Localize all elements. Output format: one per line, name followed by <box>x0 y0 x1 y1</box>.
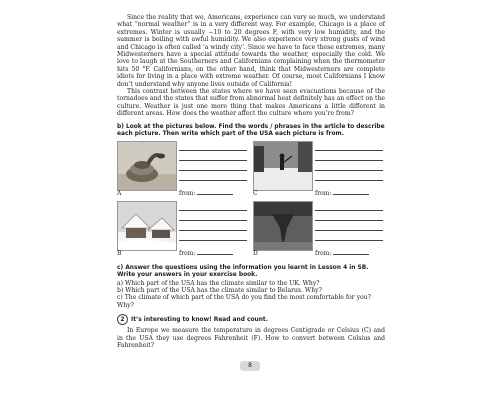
snow-street-photo <box>253 141 313 191</box>
section-title: It’s interesting to know! Read and count. <box>131 317 268 324</box>
article-paragraph-1: Since the reality that we, Americans, experience can vary so much, we understand what “normal weather” is in a very different way. For example, Chicago is a place of extremes. Winter is usually −10 to 20 degrees F, with very low humidity, and the summer is boiling with awful humidity. We also experience very strong gusts of wind and Chicago is often called ‘a windy city’. Since we have to face these extremes, many Midwesterners have a special attitude towards the weather, especially the cold. We love to laugh at the Southerners and Californians complaining when the thermometer hits 50 °F. Californians, on the other hand, think that Midwesterners are complete idiots for living in a place with extreme weather. Of course, most Californians I know don’t understand why anyone lives outside of California! <box>117 14 385 88</box>
from-field <box>179 249 233 257</box>
answer-line[interactable] <box>315 231 383 241</box>
answer-lines <box>315 201 383 241</box>
answer-line[interactable] <box>179 151 247 161</box>
question-b: b) Which part of the USA has the climate similar to Belarus. Why? <box>117 286 322 294</box>
picture-label: D <box>253 250 258 258</box>
task-c-instruction: c) Answer the questions using the information you learnt in Lesson 4 in SB. Write your answers in your exercise book. <box>117 265 369 279</box>
answer-line[interactable] <box>179 201 247 211</box>
from-blank[interactable] <box>197 249 233 255</box>
answer-line[interactable] <box>315 171 383 181</box>
tornado-photo <box>253 201 313 251</box>
answer-lines <box>315 141 383 181</box>
answer-line[interactable] <box>315 221 383 231</box>
answer-line[interactable] <box>179 141 247 151</box>
answer-line[interactable] <box>315 141 383 151</box>
answer-line[interactable] <box>179 211 247 221</box>
picture-label: B <box>117 250 122 258</box>
from-label: from: <box>315 250 332 258</box>
answer-line[interactable] <box>179 161 247 171</box>
picture-cell-c <box>253 141 385 198</box>
answer-lines <box>179 201 247 241</box>
answer-line[interactable] <box>179 221 247 231</box>
question-c: c) The climate of which part of the USA do you find the most comfortable for you? Why? <box>117 294 371 309</box>
answer-line[interactable] <box>315 201 383 211</box>
answer-line[interactable] <box>179 171 247 181</box>
from-label: from: <box>315 190 332 198</box>
answer-line[interactable] <box>315 161 383 171</box>
page-number: 8 <box>240 361 260 371</box>
picture-cell-a <box>117 141 249 198</box>
picture-cell-b <box>117 201 249 258</box>
picture-label: A <box>117 190 122 198</box>
answer-line[interactable] <box>315 211 383 221</box>
from-field <box>315 189 369 197</box>
from-label: from: <box>179 190 196 198</box>
picture-grid <box>117 141 385 259</box>
snake-photo <box>117 141 177 191</box>
from-blank[interactable] <box>333 189 369 195</box>
answer-line[interactable] <box>315 151 383 161</box>
question-a: a) Which part of the USA has the climate similar to the UK. Why? <box>117 279 320 287</box>
snowy-houses-photo <box>117 201 177 251</box>
section-number: 2 <box>117 314 128 325</box>
picture-cell-d <box>253 201 385 258</box>
answer-line[interactable] <box>179 231 247 241</box>
from-label: from: <box>179 250 196 258</box>
worksheet-page <box>117 14 385 349</box>
picture-label: C <box>253 190 258 198</box>
from-blank[interactable] <box>197 189 233 195</box>
section-2-text: In Europe we measure the temperature in degrees Centigrade or Celsius (C) and in the USA they use degrees Fahrenheit (F). How to convert between Celsius and Fahrenheit? <box>117 327 385 349</box>
article-paragraph-2: This contrast between the states where we have seen evacuations because of the tornadoes and the states that suffer from abnormal heat definitely has an effect on the culture. Weather is just one more thing that makes Americans a little different in different areas. How does the weather affect the culture where you’re from? <box>117 88 385 118</box>
task-b-instruction: b) Look at the pictures below. Find the words / phrases in the article to describe each picture. Then write which part of the USA each picture is from. <box>117 123 385 137</box>
from-field <box>179 189 233 197</box>
from-blank[interactable] <box>333 249 369 255</box>
section-2-heading <box>117 314 385 325</box>
from-field <box>315 249 369 257</box>
answer-lines <box>179 141 247 181</box>
